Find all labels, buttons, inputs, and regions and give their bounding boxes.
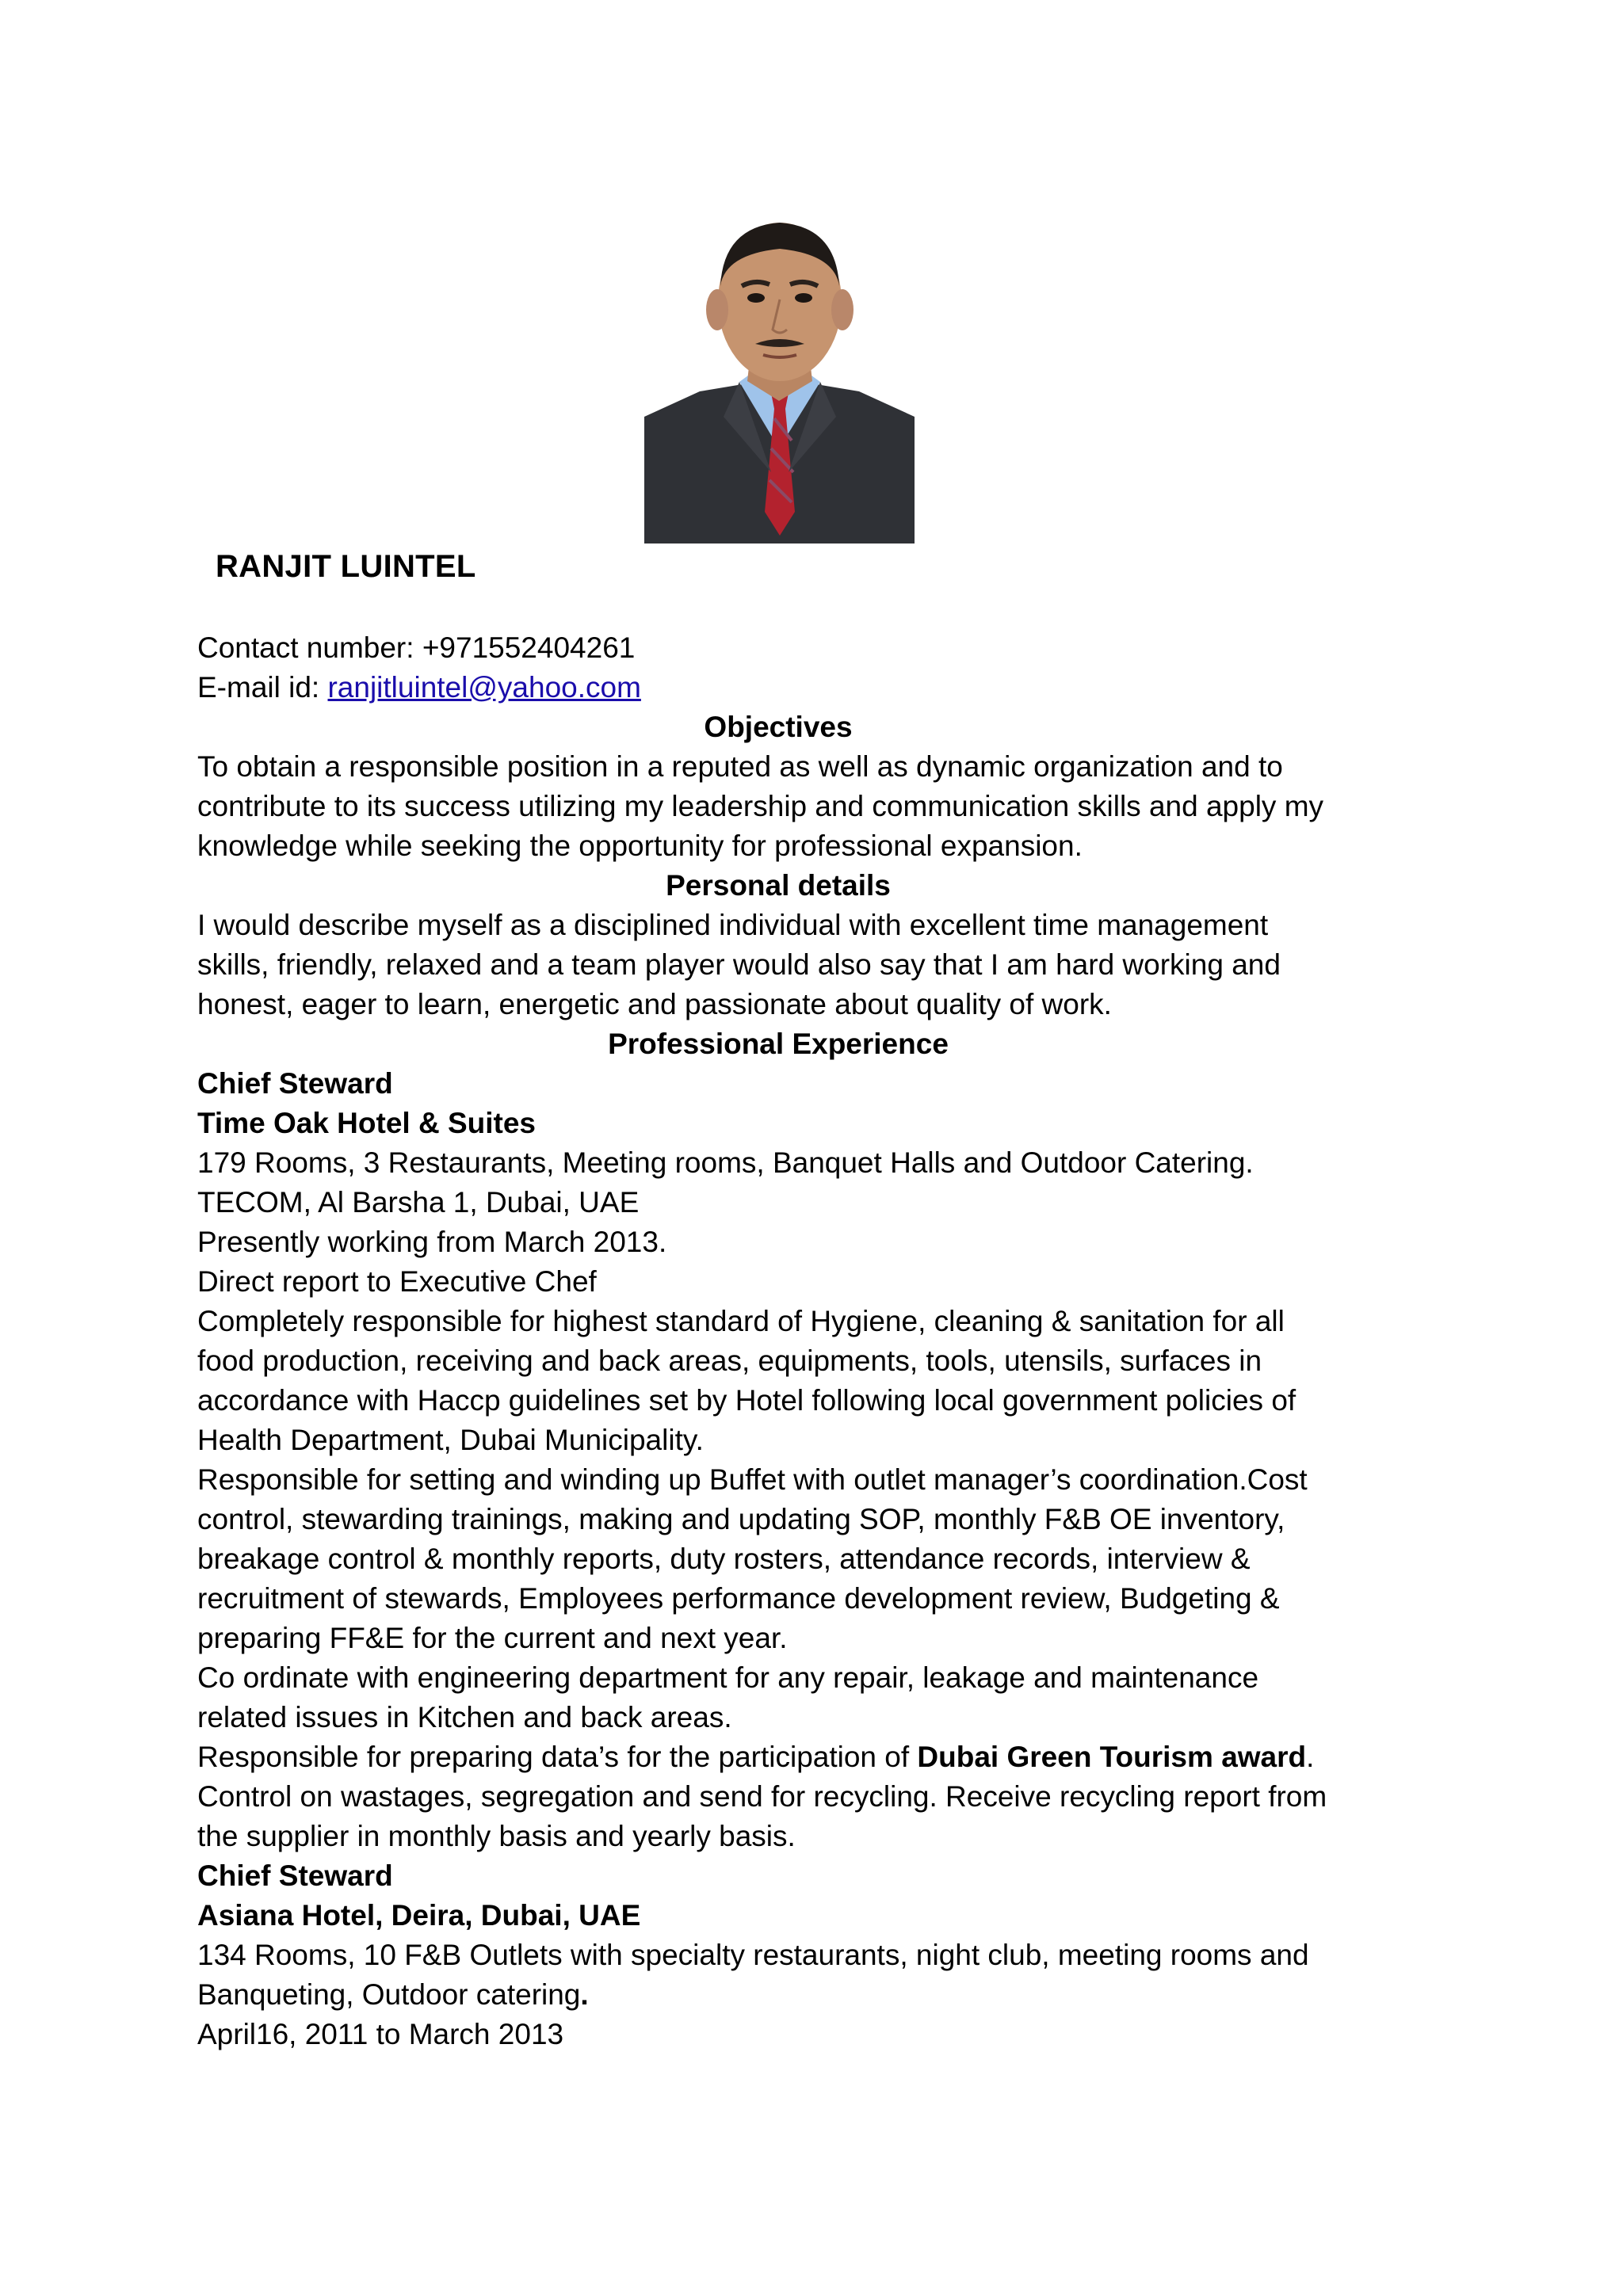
- award-name: Dubai Green Tourism award: [917, 1741, 1307, 1773]
- experience-heading: Professional Experience: [608, 1028, 949, 1060]
- job-detail-line: TECOM, Al Barsha 1, Dubai, UAE: [197, 1186, 640, 1219]
- job-detail-text: Banqueting, Outdoor catering: [197, 1978, 581, 2011]
- job-detail-line: Completely responsible for highest standard of Hygiene, cleaning & sanitation for all: [197, 1305, 1285, 1337]
- objectives-line: contribute to its success utilizing my leadership and communication skills and apply my: [197, 790, 1324, 822]
- contact-number: +971552404261: [422, 631, 636, 664]
- job-detail-line: Presently working from March 2013.: [197, 1226, 667, 1258]
- employer-name: Asiana Hotel, Deira, Dubai, UAE: [197, 1899, 641, 1932]
- job-detail-line: Health Department, Dubai Municipality.: [197, 1424, 704, 1456]
- job-detail-line: 134 Rooms, 10 F&B Outlets with specialty restaurants, night club, meeting rooms and: [197, 1939, 1309, 1971]
- job-dates: April16, 2011 to March 2013: [197, 2018, 564, 2050]
- objectives-line: knowledge while seeking the opportunity for professional expansion.: [197, 830, 1083, 862]
- contact-number-line: [197, 628, 1434, 668]
- email-line: [197, 668, 1434, 707]
- job-detail-line: recruitment of stewards, Employees performance development review, Budgeting &: [197, 1582, 1280, 1615]
- award-line: [197, 1737, 1434, 1777]
- job-detail-line: Responsible for setting and winding up Buffet with outlet manager’s coordination.Cost: [197, 1463, 1308, 1496]
- objectives-heading: Objectives: [704, 711, 853, 743]
- personal-details-heading: Personal details: [666, 869, 891, 902]
- job-detail-line: control, stewarding trainings, making and updating SOP, monthly F&B OE inventory,: [197, 1503, 1285, 1535]
- personal-details-line: I would describe myself as a disciplined individual with excellent time management: [197, 909, 1269, 941]
- objectives-line: To obtain a responsible position in a reputed as well as dynamic organization and to: [197, 750, 1283, 783]
- job-detail-line: accordance with Haccp guidelines set by Hotel following local government policies of: [197, 1384, 1296, 1417]
- profile-photo: [644, 211, 915, 543]
- personal-details-line: honest, eager to learn, energetic and passionate about quality of work.: [197, 988, 1112, 1020]
- job-detail-line: Control on wastages, segregation and send for recycling. Receive recycling report from: [197, 1780, 1327, 1813]
- job-detail-line: [197, 1975, 1434, 2015]
- job-detail-line: Direct report to Executive Chef: [197, 1265, 597, 1298]
- job-detail-line: breakage control & monthly reports, duty rosters, attendance records, interview &: [197, 1543, 1251, 1575]
- portrait-icon: [644, 211, 915, 543]
- employer-name: Time Oak Hotel & Suites: [197, 1107, 536, 1139]
- personal-details-line: skills, friendly, relaxed and a team player would also say that I am hard working and: [197, 948, 1281, 981]
- job-detail-bold-period: .: [580, 1978, 589, 2011]
- job-detail-line: preparing FF&E for the current and next year.: [197, 1622, 788, 1654]
- job-detail-line: food production, receiving and back areas, equipments, tools, utensils, surfaces in: [197, 1344, 1262, 1377]
- job-detail-line: Co ordinate with engineering department for any repair, leakage and maintenance: [197, 1661, 1259, 1694]
- email-label: E-mail id:: [197, 671, 328, 704]
- candidate-name: RANJIT LUINTEL: [216, 549, 476, 584]
- job-detail-line: related issues in Kitchen and back areas.: [197, 1701, 732, 1733]
- resume-body: [197, 628, 1434, 2054]
- email-link[interactable]: ranjitluintel@yahoo.com: [327, 671, 641, 704]
- job-detail-line: the supplier in monthly basis and yearly basis.: [197, 1820, 796, 1852]
- contact-label: Contact number:: [197, 631, 422, 664]
- award-prefix: Responsible for preparing data’s for the participation of: [197, 1741, 918, 1773]
- job-title: Chief Steward: [197, 1067, 393, 1100]
- award-suffix: .: [1306, 1741, 1315, 1773]
- job-title: Chief Steward: [197, 1859, 393, 1892]
- job-detail-line: 179 Rooms, 3 Restaurants, Meeting rooms, Banquet Halls and Outdoor Catering.: [197, 1146, 1254, 1179]
